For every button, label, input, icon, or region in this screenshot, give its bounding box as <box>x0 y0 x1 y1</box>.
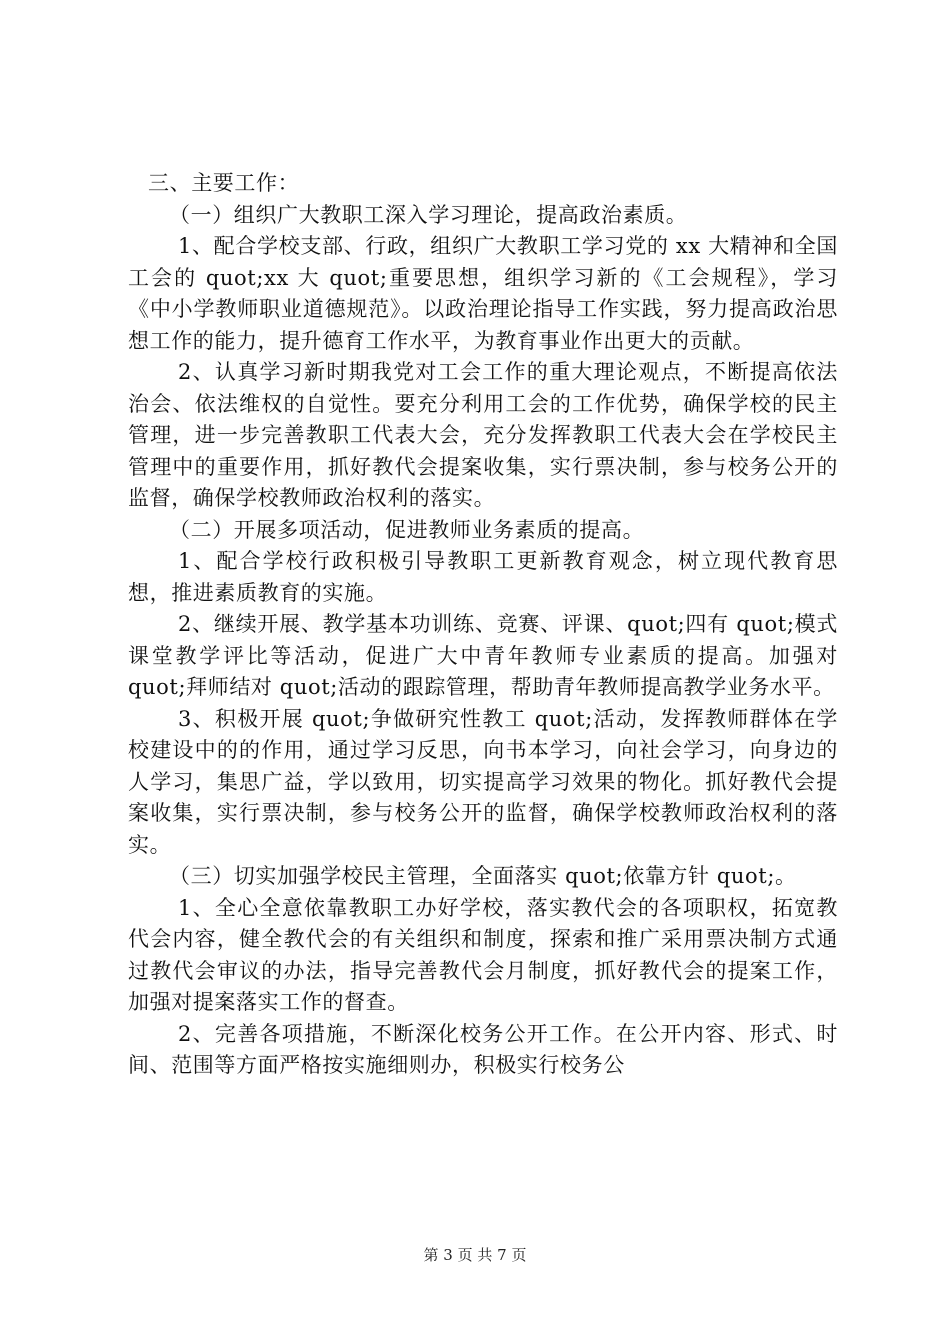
paragraph: 1、配合学校行政积极引导教职工更新教育观念，树立现代教育思想，推进素质教育的实施。 <box>128 549 838 605</box>
paragraph: 1、全心全意依靠教职工办好学校，落实教代会的各项职权，拓宽教代会内容，健全教代会的有关组织和制度，探索和推广采用票决制方式通过教代会审议的办法，指导完善教代会月制度，抓好教代会的提案工作，加强对提案落实工作的督查。 <box>128 895 838 1014</box>
paragraph: （二）开展多项活动，促进教师业务素质的提高。 <box>169 517 645 542</box>
paragraph: （一）组织广大教职工深入学习理论，提高政治素质。 <box>169 202 688 227</box>
paragraph: 1、配合学校支部、行政，组织广大教职工学习党的 xx 大精神和全国工会的 quot;xx 大 quot;重要思想，组织学习新的《工会规程》，学习《中小学教师职业道德规范》。以政治理论指导工作实践，努力提高政治思想工作的能力，提升德育工作水平，为教育事业作出更大的贡献。 <box>128 234 838 353</box>
paragraph: 3、积极开展 quot;争做研究性教工 quot;活动，发挥教师群体在学校建设中的的作用，通过学习反思，向书本学习，向社会学习，向身边的人学习，集思广益，学以致用，切实提高学习效果的物化。抓好教代会提案收集，实行票决制，参与校务公开的监督，确保学校教师政治权利的落实。 <box>128 706 838 857</box>
paragraph: 2、完善各项措施，不断深化校务公开工作。在公开内容、形式、时间、范围等方面严格按实施细则办，积极实行校务公 <box>128 1021 838 1077</box>
page-footer <box>0 1244 950 1265</box>
document-body <box>128 168 838 1082</box>
paragraph: 2、继续开展、教学基本功训练、竞赛、评课、quot;四有 quot;模式课堂教学评比等活动，促进广大中青年教师专业素质的提高。加强对 quot;拜师结对 quot;活动的跟踪管理，帮助青年教师提高教学业务水平。 <box>128 612 838 699</box>
page-number: 第 3 页 共 7 页 <box>423 1246 527 1264</box>
paragraph: （三）切实加强学校民主管理，全面落实 quot;依靠方针 quot;。 <box>169 864 797 888</box>
paragraph: 三、主要工作： <box>148 171 300 195</box>
paragraph: 2、认真学习新时期我党对工会工作的重大理论观点，不断提高依法治会、依法维权的自觉性。要充分利用工会的工作优势，确保学校的民主管理，进一步完善教职工代表大会，充分发挥教职工代表大会在学校民主管理中的重要作用，抓好教代会提案收集，实行票决制，参与校务公开的监督，确保学校教师政治权利的落实。 <box>128 360 838 510</box>
